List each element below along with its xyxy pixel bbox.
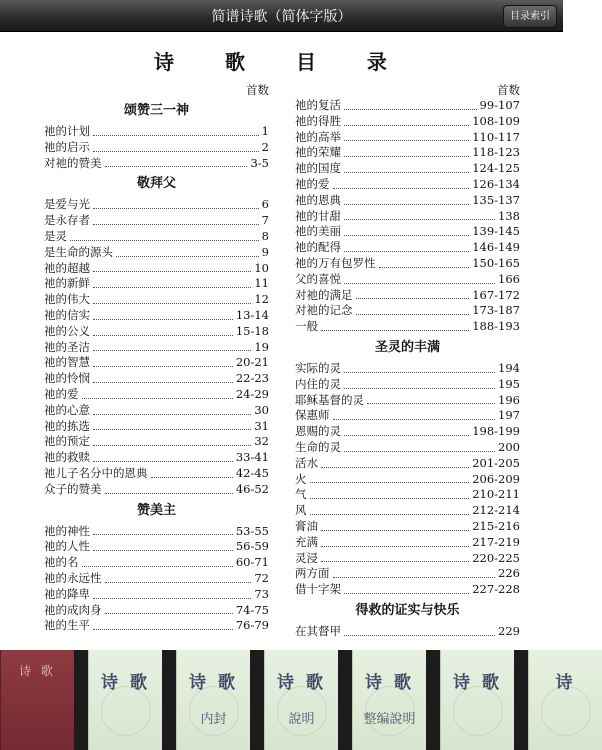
toc-entry[interactable] <box>295 456 520 472</box>
dot-leader <box>344 100 477 110</box>
toc-entry[interactable] <box>44 482 269 498</box>
dot-leader <box>333 179 470 189</box>
title-bar <box>0 0 563 32</box>
dot-leader <box>116 247 259 257</box>
toc-entry-number: 53-55 <box>235 523 269 538</box>
toc-entry-title: 祂的智慧 <box>44 355 90 370</box>
toc-entry-number: 188-193 <box>472 319 520 334</box>
dot-leader <box>344 242 469 252</box>
dot-leader <box>93 278 251 288</box>
toc-entry-title: 祂的神性 <box>44 523 90 538</box>
toc-entry-number: 108-109 <box>472 113 520 128</box>
book-shelf <box>0 650 576 750</box>
toc-entry-title: 内住的灵 <box>295 376 341 391</box>
toc-entry[interactable] <box>44 140 269 156</box>
toc-left-column <box>44 82 269 634</box>
toc-entry-number: 3-5 <box>250 155 269 170</box>
toc-entry[interactable] <box>295 519 520 535</box>
toc-entry[interactable] <box>295 114 520 130</box>
book-cover[interactable] <box>0 650 74 750</box>
toc-entry[interactable] <box>295 240 520 256</box>
toc-entry-number: 167-172 <box>472 287 520 302</box>
book-subtitle: 說明 <box>288 712 315 727</box>
dot-leader <box>93 294 251 304</box>
toc-entry[interactable] <box>295 98 520 114</box>
toc-entry-number: 194 <box>498 360 520 375</box>
dot-leader <box>105 484 233 494</box>
dot-leader <box>93 436 251 446</box>
toc-entry-number: 20-21 <box>235 355 269 370</box>
toc-entry-title: 充满 <box>295 534 318 549</box>
toc-entry-number: 72 <box>254 570 269 585</box>
toc-entry-number: 118-123 <box>472 145 520 160</box>
cover-emblem <box>541 686 591 736</box>
toc-entry-title: 祂的荣耀 <box>295 145 341 160</box>
toc-entry-title: 祂的新鲜 <box>44 276 90 291</box>
toc-entry-title: 活水 <box>295 455 318 470</box>
dot-leader <box>321 458 469 468</box>
count-header: 首数 <box>497 83 520 97</box>
dot-leader <box>344 131 469 141</box>
dot-leader <box>321 552 469 562</box>
dot-leader <box>310 489 470 499</box>
toc-entry-title: 祂的万有包罗性 <box>295 255 376 270</box>
dot-leader <box>93 525 233 535</box>
dot-leader <box>93 310 233 320</box>
book-cover[interactable] <box>352 650 426 750</box>
toc-entry-title: 生命的灵 <box>295 439 341 454</box>
section-heading: 赞美主 <box>136 502 176 518</box>
toc-entry-title: 祂的救赎 <box>44 450 90 465</box>
toc-entry-title: 祂的人性 <box>44 539 90 554</box>
toc-entry[interactable] <box>295 503 520 519</box>
toc-entry[interactable] <box>44 450 269 466</box>
toc-entry-title: 祂的恩典 <box>295 192 341 207</box>
toc-entry-number: 146-149 <box>472 240 520 255</box>
toc-entry[interactable] <box>44 324 269 340</box>
dot-leader <box>93 142 259 152</box>
toc-entry-number: 15-18 <box>235 323 269 338</box>
dot-leader <box>321 537 469 547</box>
toc-entry-title: 祂的拣选 <box>44 418 90 433</box>
toc-entry[interactable] <box>44 355 269 371</box>
dot-leader <box>333 410 496 420</box>
toc-entry-number: 1 <box>261 124 269 138</box>
toc-entry-title: 祂的怜悯 <box>44 371 90 386</box>
toc-entry-number: 24-29 <box>235 386 269 401</box>
app-title: 简谱诗歌（简体字版） <box>211 9 352 25</box>
dot-leader <box>344 363 495 373</box>
dot-leader <box>93 326 233 336</box>
toc-entry-title: 对祂的满足 <box>295 287 353 302</box>
toc-entry-title: 祂的降卑 <box>44 586 90 601</box>
toc-entry-title: 祂的国度 <box>295 161 341 176</box>
dot-leader <box>93 373 233 383</box>
book-title: 诗 歌 <box>453 673 502 693</box>
toc-entry[interactable] <box>295 193 520 209</box>
toc-entry-number: 11 <box>254 276 269 291</box>
toc-entry[interactable] <box>44 587 269 603</box>
toc-entry[interactable] <box>44 276 269 292</box>
toc-entry[interactable] <box>295 624 520 640</box>
index-button[interactable]: 目录索引 <box>503 5 557 28</box>
book-title: 诗 歌 <box>365 673 414 693</box>
toc-entry-number: 76-79 <box>235 618 269 633</box>
toc-entry[interactable] <box>295 377 520 393</box>
toc-entry[interactable] <box>295 551 520 567</box>
toc-entry-title: 保惠师 <box>295 408 330 423</box>
toc-entry-title: 实际的灵 <box>295 360 341 375</box>
toc-entry-number: 212-214 <box>472 503 520 518</box>
book-title: 诗 歌 <box>189 673 238 693</box>
section-heading: 得救的证实与快乐 <box>355 602 460 618</box>
toc-entry[interactable] <box>295 177 520 193</box>
toc-entry-number: 173-187 <box>472 303 520 318</box>
toc-entry[interactable] <box>295 582 520 598</box>
toc-entry-number: 9 <box>261 244 269 259</box>
dot-leader <box>321 521 469 531</box>
toc-entry[interactable] <box>44 434 269 450</box>
toc-entry-number: 206-209 <box>472 471 520 486</box>
toc-entry-title: 祂的超越 <box>44 260 90 275</box>
toc-entry-number: 166 <box>498 271 520 286</box>
toc-entry-title: 祂的配得 <box>295 240 341 255</box>
toc-entry-title: 祂的爱 <box>44 386 79 401</box>
toc-entry-number: 220-225 <box>472 550 520 565</box>
dot-leader <box>93 126 259 136</box>
toc-entry[interactable] <box>44 213 269 229</box>
dot-leader <box>93 452 233 462</box>
toc-entry[interactable] <box>295 393 520 409</box>
book-cover[interactable] <box>88 650 162 750</box>
section-heading: 颂赞三一神 <box>123 103 189 118</box>
toc-entry-title: 一般 <box>295 319 318 334</box>
toc-entry-number: 32 <box>254 434 269 449</box>
dot-leader <box>310 505 470 515</box>
toc-entry-number: 215-216 <box>472 518 520 533</box>
dot-leader <box>344 147 469 157</box>
toc-entry-number: 139-145 <box>472 224 520 239</box>
toc-entry-number: 195 <box>498 376 520 391</box>
dot-leader <box>344 116 469 126</box>
toc-entry-number: 12 <box>254 292 269 307</box>
toc-entry-number: 2 <box>261 139 269 154</box>
dot-leader <box>321 321 469 331</box>
toc-entry[interactable] <box>295 303 520 319</box>
book-subtitle: 整编說明 <box>363 712 416 727</box>
toc-entry-title: 是永存者 <box>44 213 90 228</box>
dot-leader <box>344 379 495 389</box>
toc-entry-title: 火 <box>295 471 307 486</box>
toc-entry[interactable] <box>295 256 520 272</box>
book-cover[interactable] <box>528 650 602 750</box>
toc-entry-title: 祂的伟大 <box>44 292 90 307</box>
toc-entry[interactable] <box>295 440 520 456</box>
toc-entry-number: 8 <box>261 228 269 243</box>
toc-entry-title: 是灵 <box>44 228 67 243</box>
toc-entry-number: 46-52 <box>235 481 269 496</box>
toc-entry-title: 祂的计划 <box>44 124 90 138</box>
dot-leader <box>70 231 259 241</box>
toc-entry-number: 217-219 <box>472 534 520 549</box>
book-title: 诗 歌 <box>19 664 56 678</box>
toc-entry-number: 197 <box>498 408 520 423</box>
dot-leader <box>344 584 469 594</box>
toc-entry-title: 祂的预定 <box>44 434 90 449</box>
toc-entry-number: 99-107 <box>479 98 520 112</box>
toc-entry[interactable] <box>295 424 520 440</box>
dot-leader <box>93 620 233 630</box>
toc-entry-title: 祂的成肉身 <box>44 602 102 617</box>
toc-entry-number: 198-199 <box>472 424 520 439</box>
toc-entry-number: 226 <box>498 566 520 581</box>
toc-entry-title: 恩赐的灵 <box>295 424 341 439</box>
toc-entry[interactable] <box>44 571 269 587</box>
toc-entry-title: 祂的甘甜 <box>295 208 341 223</box>
toc-entry-title: 祂的心意 <box>44 402 90 417</box>
toc-entry-title: 众子的赞美 <box>44 481 102 496</box>
toc-entry-title: 借十字架 <box>295 582 341 597</box>
toc-entry-title: 耶稣基督的灵 <box>295 392 364 407</box>
toc-entry-title: 灵浸 <box>295 550 318 565</box>
toc-entry-title: 气 <box>295 487 307 502</box>
toc-entry[interactable] <box>44 555 269 571</box>
toc-entry[interactable] <box>44 340 269 356</box>
toc-entry[interactable] <box>295 361 520 377</box>
dot-leader <box>93 262 251 272</box>
dot-leader <box>333 568 496 578</box>
dot-leader <box>344 626 495 636</box>
dot-leader <box>344 274 495 284</box>
toc-entry-number: 196 <box>498 392 520 407</box>
toc-entry[interactable] <box>44 419 269 435</box>
toc-entry-number: 124-125 <box>472 161 520 176</box>
dot-leader <box>344 226 469 236</box>
dot-leader <box>93 589 251 599</box>
toc-entry[interactable] <box>295 487 520 503</box>
dot-leader <box>344 442 495 452</box>
book-cover[interactable] <box>264 650 338 750</box>
toc-entry[interactable] <box>44 156 269 172</box>
toc-entry-number: 22-23 <box>235 371 269 386</box>
toc-entry[interactable] <box>44 603 269 619</box>
cover-emblem <box>453 686 503 736</box>
toc-entry-title: 祂的美丽 <box>295 224 341 239</box>
toc-entry-number: 19 <box>254 339 269 354</box>
book-cover[interactable] <box>176 650 250 750</box>
dot-leader <box>344 195 469 205</box>
toc-entry-number: 210-211 <box>472 487 520 502</box>
dot-leader <box>344 163 469 173</box>
book-title: 诗 <box>555 673 576 693</box>
toc-entry-number: 229 <box>498 623 520 638</box>
dot-leader <box>310 473 470 483</box>
toc-entry-number: 33-41 <box>235 450 269 465</box>
toc-entry-number: 7 <box>261 213 269 228</box>
dot-leader <box>105 157 248 167</box>
toc-entry[interactable] <box>44 308 269 324</box>
toc-entry-number: 126-134 <box>472 176 520 191</box>
book-title: 诗 歌 <box>277 673 326 693</box>
dot-leader <box>93 357 233 367</box>
book-cover[interactable] <box>440 650 514 750</box>
dot-leader <box>93 215 259 225</box>
toc-entry-number: 31 <box>254 418 269 433</box>
toc-entry-title: 祂的高举 <box>295 129 341 144</box>
toc-entry[interactable] <box>44 524 269 540</box>
dot-leader <box>356 289 470 299</box>
toc-entry-title: 对祂的赞美 <box>44 155 102 170</box>
toc-entry-title: 是生命的源头 <box>44 244 113 259</box>
page-title: 诗 歌 目 录 <box>154 50 409 74</box>
toc-entry-number: 227-228 <box>472 582 520 597</box>
toc-entry[interactable] <box>295 272 520 288</box>
toc-entry-title: 是爱与光 <box>44 197 90 212</box>
cover-emblem <box>101 686 151 736</box>
toc-entry-number: 110-117 <box>472 129 520 144</box>
dot-leader <box>93 541 233 551</box>
toc-entry-number: 138 <box>498 208 520 223</box>
toc-entry[interactable] <box>295 319 520 335</box>
toc-entry-title: 祂的生平 <box>44 618 90 633</box>
toc-entry[interactable] <box>44 403 269 419</box>
toc-entry[interactable] <box>44 539 269 555</box>
toc-entry-title: 父的喜悦 <box>295 271 341 286</box>
dot-leader <box>344 210 495 220</box>
count-header: 首数 <box>246 83 269 97</box>
toc-entry[interactable] <box>44 124 269 140</box>
toc-entry[interactable] <box>295 288 520 304</box>
toc-entry-title: 祂的公义 <box>44 323 90 338</box>
toc-entry[interactable] <box>44 245 269 261</box>
toc-entry-number: 10 <box>254 260 269 275</box>
toc-entry-title: 祂的圣洁 <box>44 339 90 354</box>
toc-entry-number: 201-205 <box>472 455 520 470</box>
toc-entry[interactable] <box>295 408 520 424</box>
toc-entry[interactable] <box>295 224 520 240</box>
toc-entry-title: 在其督甲 <box>295 623 341 638</box>
toc-entry-title: 祂的永远性 <box>44 570 102 585</box>
toc-entry-number: 13-14 <box>235 307 269 322</box>
toc-entry[interactable] <box>295 161 520 177</box>
toc-entry[interactable] <box>44 197 269 213</box>
dot-leader <box>105 573 252 583</box>
toc-entry-title: 祂的名 <box>44 555 79 570</box>
toc-entry-title: 膏油 <box>295 518 318 533</box>
toc-entry[interactable] <box>44 292 269 308</box>
dot-leader <box>344 426 469 436</box>
book-title: 诗 歌 <box>101 673 150 693</box>
toc-entry-title: 祂的得胜 <box>295 113 341 128</box>
toc-entry[interactable] <box>44 229 269 245</box>
dot-leader <box>105 604 233 614</box>
toc-entry-number: 30 <box>254 402 269 417</box>
toc-entry[interactable] <box>44 371 269 387</box>
toc-entry[interactable] <box>44 618 269 634</box>
toc-entry-number: 74-75 <box>235 602 269 617</box>
toc-entry-title: 祂的爱 <box>295 176 330 191</box>
toc-entry-title: 两方面 <box>295 566 330 581</box>
toc-entry-title: 祂儿子名分中的恩典 <box>44 465 148 480</box>
section-heading: 敬拜父 <box>136 176 176 192</box>
dot-leader <box>93 199 259 209</box>
toc-entry-title: 祂的启示 <box>44 139 90 154</box>
toc-entry[interactable] <box>295 566 520 582</box>
toc-entry[interactable] <box>295 472 520 488</box>
toc-entry[interactable] <box>44 261 269 277</box>
toc-entry-number: 200 <box>498 439 520 454</box>
toc-right-column <box>295 82 520 640</box>
toc-entry[interactable] <box>295 209 520 225</box>
toc-entry-number: 73 <box>254 586 269 601</box>
toc-entry-title: 风 <box>295 503 307 518</box>
toc-entry[interactable] <box>44 387 269 403</box>
section-heading: 圣灵的丰满 <box>374 339 440 355</box>
toc-entry[interactable] <box>295 130 520 146</box>
dot-leader <box>93 420 251 430</box>
toc-entry-title: 对祂的记念 <box>295 303 353 318</box>
toc-entry[interactable] <box>295 145 520 161</box>
dot-leader <box>379 258 470 268</box>
toc-entry[interactable] <box>44 466 269 482</box>
book-subtitle: 内封 <box>200 712 227 727</box>
toc-entry-number: 150-165 <box>472 255 520 270</box>
dot-leader <box>82 557 233 567</box>
toc-entry[interactable] <box>295 535 520 551</box>
toc-entry-number: 60-71 <box>235 555 269 570</box>
toc-entry-number: 135-137 <box>472 192 520 207</box>
dot-leader <box>356 305 470 315</box>
dot-leader <box>82 389 233 399</box>
dot-leader <box>93 405 251 415</box>
toc-entry-number: 42-45 <box>235 465 269 480</box>
toc-entry-number: 56-59 <box>235 539 269 554</box>
toc-entry-title: 祂的信实 <box>44 307 90 322</box>
toc-entry-title: 祂的复活 <box>295 98 341 112</box>
toc-entry-number: 6 <box>261 197 269 212</box>
dot-leader <box>151 468 233 478</box>
dot-leader <box>367 394 495 404</box>
dot-leader <box>93 341 251 351</box>
